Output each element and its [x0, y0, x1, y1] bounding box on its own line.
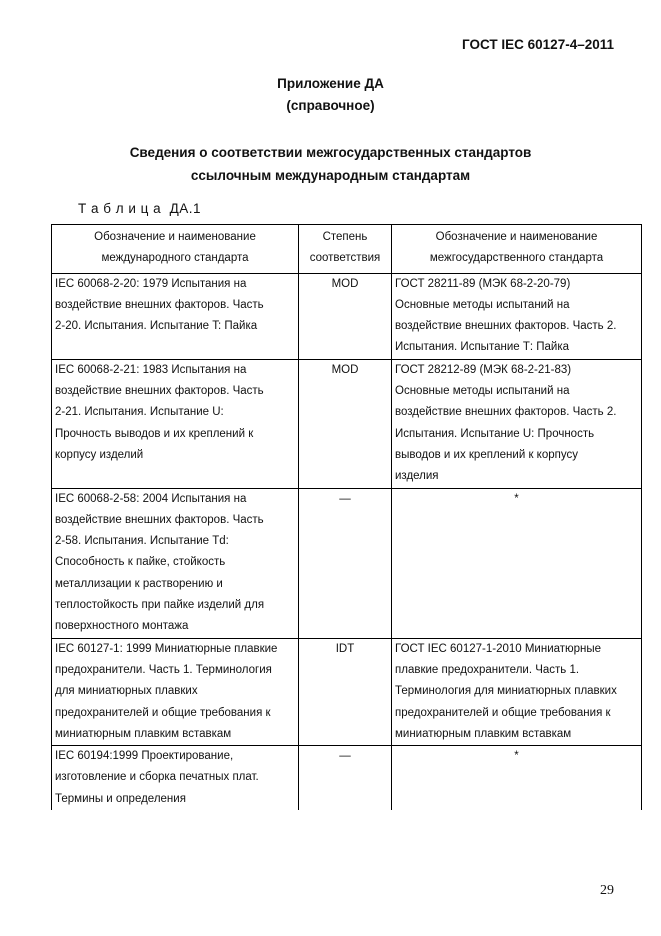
- table-caption: Т а б л и ц а ДА.1: [78, 201, 202, 216]
- table-row: [52, 488, 642, 638]
- international-standard-cell: IEC 60068-2-21: 1983 Испытания на воздействие внешних факторов. Часть 2-21. Испытания. Испытание U: Прочность выводов и их креплений к корпусу изделий: [52, 359, 299, 488]
- heading-line-1: Сведения о соответствии межгосударственных стандартов: [129, 145, 532, 160]
- appendix-subtitle: (справочное): [286, 98, 375, 113]
- page-number: 29: [600, 883, 614, 898]
- international-standard-cell: IEC 60068-2-20: 1979 Испытания на воздействие внешних факторов. Часть 2-20. Испытания. Испытание T: Пайка: [52, 273, 299, 359]
- degree-cell: MOD: [299, 359, 392, 488]
- correspondence-table: [51, 224, 642, 810]
- table-row: [52, 638, 642, 745]
- degree-cell: IDT: [299, 638, 392, 745]
- column-header-international: Обозначение и наименование международного стандарта: [52, 225, 299, 274]
- degree-cell: —: [299, 488, 392, 638]
- degree-cell: —: [299, 746, 392, 810]
- interstate-standard-cell: *: [392, 488, 642, 638]
- table-header-row: [52, 225, 642, 274]
- heading-line-2: ссылочным международным стандартам: [190, 168, 471, 183]
- table-row: [52, 359, 642, 488]
- appendix-title: Приложение ДА: [277, 76, 384, 91]
- degree-cell: MOD: [299, 273, 392, 359]
- international-standard-cell: IEC 60127-1: 1999 Миниатюрные плавкие предохранители. Часть 1. Терминология для миниатюрных плавких предохранителей и общие требования к миниатюрным плавким вставкам: [52, 638, 299, 745]
- interstate-standard-cell: *: [392, 746, 642, 810]
- table-row: [52, 273, 642, 359]
- international-standard-cell: IEC 60194:1999 Проектирование, изготовление и сборка печатных плат. Термины и определения: [52, 746, 299, 810]
- column-header-degree: Степень соответствия: [299, 225, 392, 274]
- document-code: ГОСТ IEC 60127-4–2011: [462, 37, 614, 52]
- table-row: [52, 746, 642, 810]
- column-header-interstate: Обозначение и наименование межгосударственного стандарта: [392, 225, 642, 274]
- interstate-standard-cell: ГОСТ 28212-89 (МЭК 68-2-21-83) Основные методы испытаний на воздействие внешних факторов. Часть 2. Испытания. Испытание U: Прочность выводов и их креплений к корпусу изделия: [392, 359, 642, 488]
- interstate-standard-cell: ГОСТ 28211-89 (МЭК 68-2-20-79) Основные методы испытаний на воздействие внешних факторов. Часть 2. Испытания. Испытание Т: Пайка: [392, 273, 642, 359]
- international-standard-cell: IEC 60068-2-58: 2004 Испытания на воздействие внешних факторов. Часть 2-58. Испытания. Испытание Td: Способность к пайке, стойкость металлизации к растворению и теплостойкость при пайке изделий для поверхностного монтажа: [52, 488, 299, 638]
- interstate-standard-cell: ГОСТ IEC 60127-1-2010 Миниатюрные плавкие предохранители. Часть 1. Терминология для миниатюрных плавких предохранителей и общие требования к миниатюрным плавким вставкам: [392, 638, 642, 745]
